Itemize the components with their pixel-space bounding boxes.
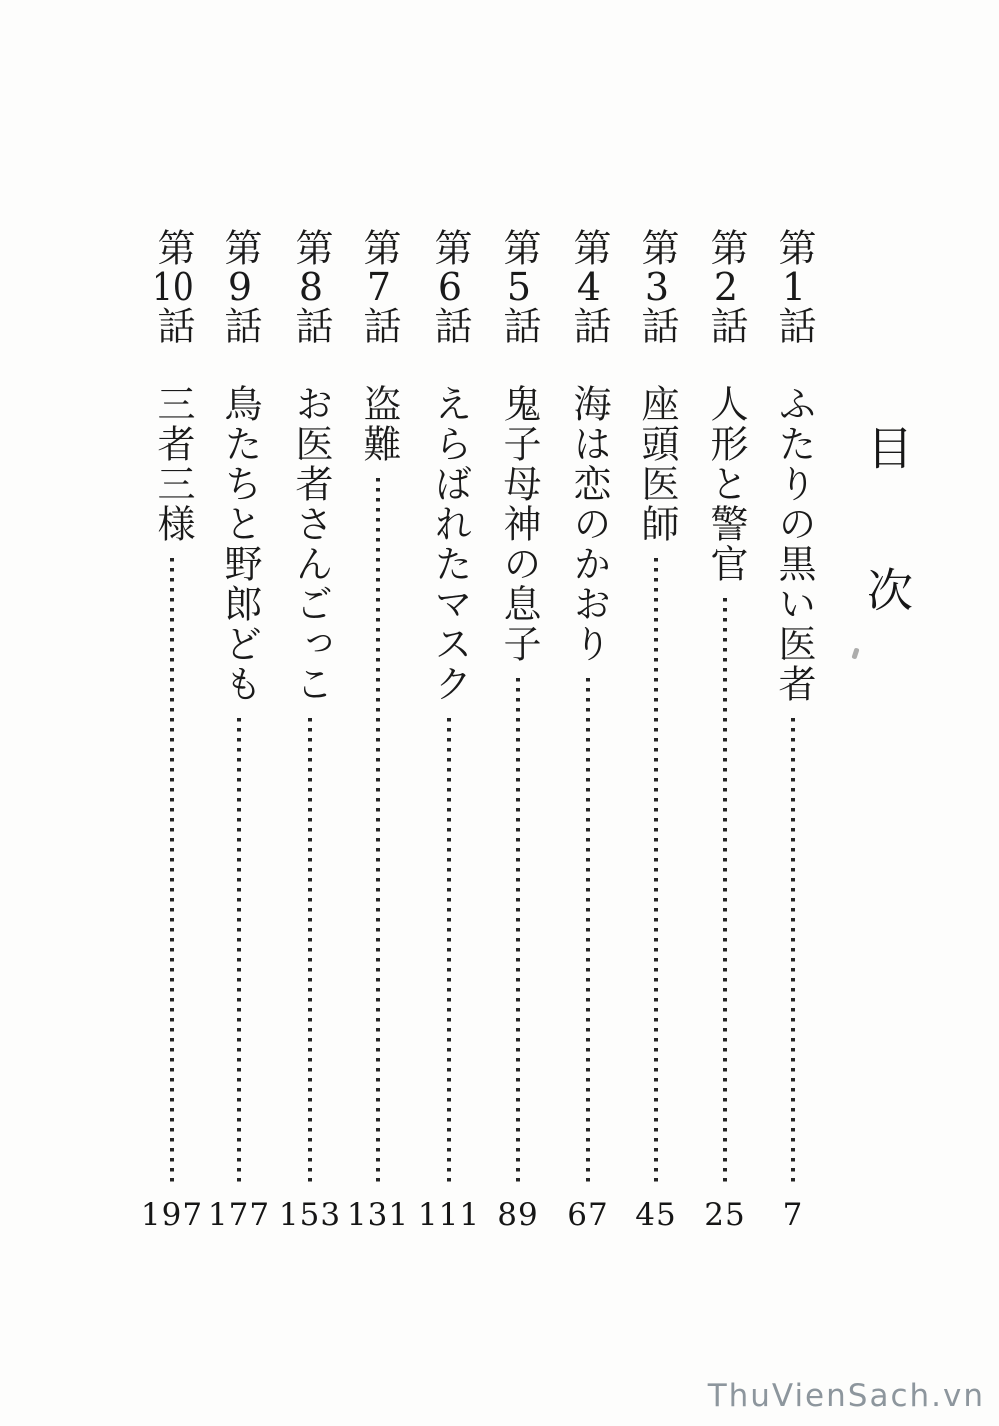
chapter-label (703, 228, 748, 346)
chapter-prefix: 第 (703, 228, 748, 268)
chapter-number: 5 (506, 268, 532, 306)
chapter-number: 7 (366, 268, 392, 306)
dotted-leader (447, 718, 451, 1188)
chapter-suffix: 話 (634, 306, 679, 346)
chapter-prefix: 第 (150, 228, 195, 268)
chapter-number: 1 (781, 268, 807, 306)
chapter-title: ふたりの黒い医者 (771, 384, 816, 704)
dotted-leader (791, 718, 795, 1188)
chapter-title: 三者三様 (150, 384, 195, 544)
dotted-leader (654, 558, 658, 1188)
chapter-prefix: 第 (288, 228, 333, 268)
chapter-prefix: 第 (356, 228, 401, 268)
chapter-prefix: 第 (496, 228, 541, 268)
page-number: 7 (782, 1197, 804, 1233)
chapter-number: 10 (152, 268, 194, 306)
chapter-title: 座頭医師 (634, 384, 679, 544)
chapter-label (427, 228, 472, 346)
toc-entry-6 (417, 228, 481, 1234)
chapter-label (288, 228, 333, 346)
page-number: 111 (417, 1197, 481, 1233)
page-number: 131 (346, 1197, 410, 1233)
dotted-leader (586, 678, 590, 1188)
chapter-suffix: 話 (288, 306, 333, 346)
chapter-number: 2 (713, 268, 739, 306)
toc-entry-4 (560, 228, 616, 1234)
page-number: 153 (278, 1197, 342, 1233)
chapter-prefix: 第 (217, 228, 262, 268)
chapter-title: 鬼子母神の息子 (496, 384, 541, 664)
chapter-suffix: 話 (217, 306, 262, 346)
page-number: 177 (207, 1197, 271, 1233)
page-number: 45 (635, 1197, 677, 1233)
toc-entry-5 (490, 228, 546, 1234)
dotted-leader (516, 678, 520, 1188)
toc-entry-8 (278, 228, 342, 1234)
toc-entry-9 (207, 228, 271, 1234)
chapter-number: 9 (227, 268, 253, 306)
chapter-title: えらばれたマスク (427, 384, 472, 704)
chapter-suffix: 話 (771, 306, 816, 346)
dotted-leader (308, 718, 312, 1188)
chapter-number: 3 (644, 268, 670, 306)
page-title: 目次 (860, 424, 914, 708)
chapter-suffix: 話 (566, 306, 611, 346)
chapter-label (356, 228, 401, 346)
page-number: 25 (704, 1197, 746, 1233)
chapter-label (566, 228, 611, 346)
chapter-label (150, 228, 195, 346)
dotted-leader (376, 478, 380, 1188)
chapter-number: 6 (437, 268, 463, 306)
chapter-title: お医者さんごっこ (288, 384, 333, 704)
chapter-suffix: 話 (496, 306, 541, 346)
page-number: 197 (140, 1197, 204, 1233)
chapter-prefix: 第 (771, 228, 816, 268)
chapter-number: 8 (298, 268, 324, 306)
chapter-label (217, 228, 262, 346)
chapter-number: 4 (576, 268, 602, 306)
chapter-prefix: 第 (566, 228, 611, 268)
chapter-title: 海は恋のかおり (566, 384, 611, 664)
chapter-prefix: 第 (634, 228, 679, 268)
toc-entry-1 (765, 228, 821, 1234)
toc-entry-3 (628, 228, 684, 1234)
toc-entry-2 (697, 228, 753, 1234)
chapter-suffix: 話 (150, 306, 195, 346)
chapter-title: 人形と警官 (703, 384, 748, 584)
chapter-title: 鳥たちと野郎ども (217, 384, 262, 704)
chapter-prefix: 第 (427, 228, 472, 268)
chapter-label (634, 228, 679, 346)
toc-entry-7 (346, 228, 410, 1234)
chapter-label (771, 228, 816, 346)
chapter-label (496, 228, 541, 346)
dotted-leader (723, 598, 727, 1188)
chapter-suffix: 話 (703, 306, 748, 346)
page-number: 89 (497, 1197, 539, 1233)
watermark: ThuVienSach.vn (707, 1378, 985, 1414)
chapter-suffix: 話 (356, 306, 401, 346)
dotted-leader (170, 558, 174, 1188)
toc-entry-10 (140, 228, 204, 1234)
chapter-title: 盗難 (356, 384, 401, 464)
chapter-suffix: 話 (427, 306, 472, 346)
dotted-leader (237, 718, 241, 1188)
page-number: 67 (567, 1197, 609, 1233)
